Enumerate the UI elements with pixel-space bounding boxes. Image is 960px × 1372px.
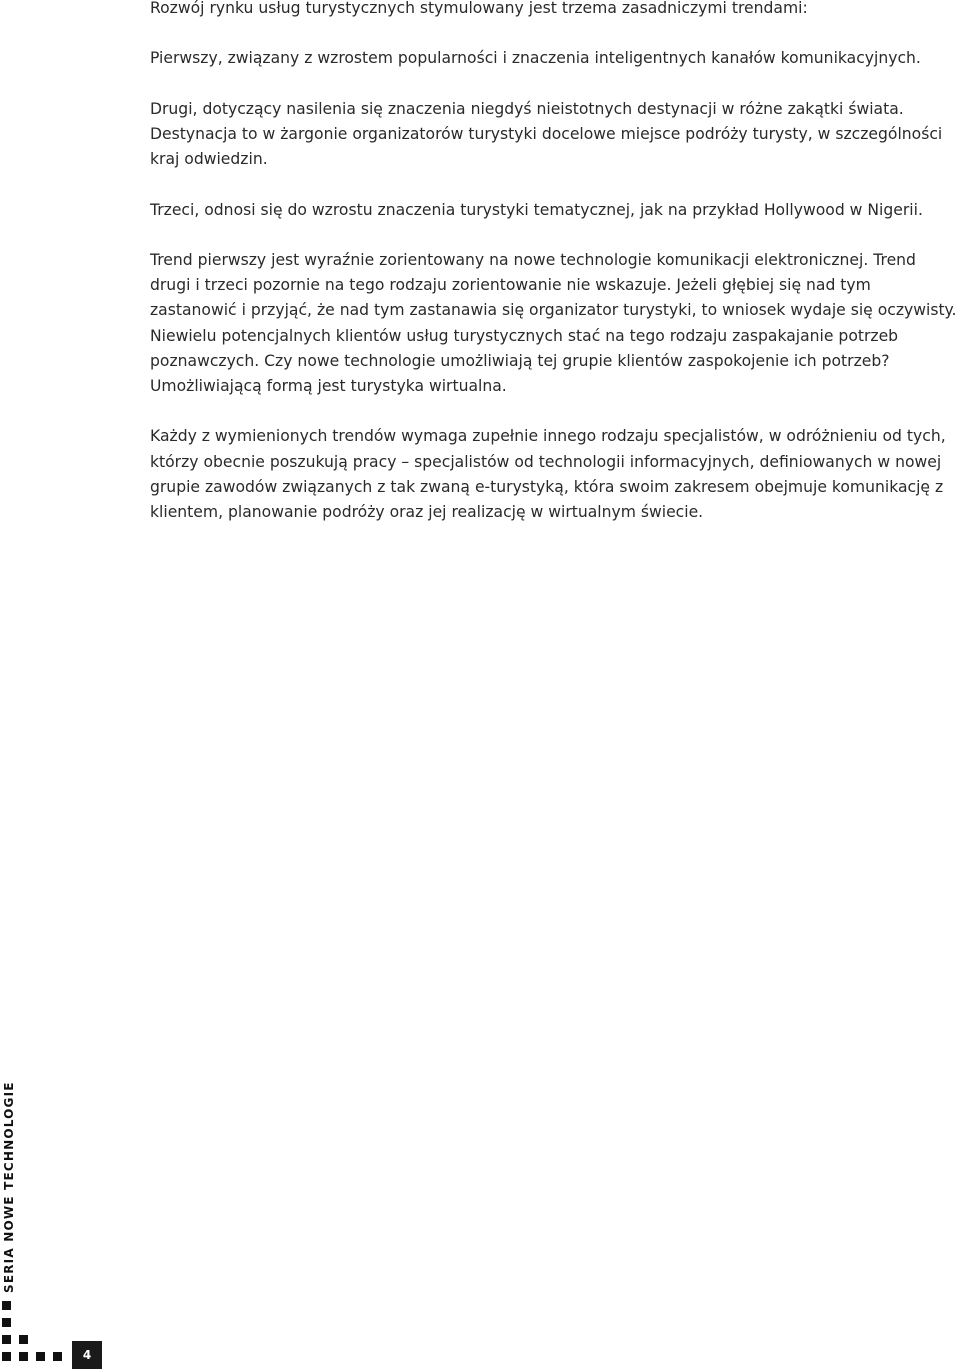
paragraph-specialists: Każdy z wymienionych trendów wymaga zupełnie innego rodzaju specjalistów, w odróżnieniu od tych, którzy obecnie poszukują pracy – specjalistów od technologii informacyjnych, definiowanych w nowej grupie zawodów związanych z tak zwaną e-turystyką, która swoim zakresem obejmuje komunikację z klientem, planowanie podróży oraz jej realizację w wirtualnym świecie. bbox=[150, 427, 946, 521]
paragraph-trend-first: Pierwszy, związany z wzrostem popularności i znaczenia inteligentnych kanałów komunikacyjnych. bbox=[150, 49, 921, 68]
page-number: 4 bbox=[72, 1341, 102, 1369]
decor-square bbox=[53, 1352, 62, 1361]
series-side-label: SERIA NOWE TECHNOLOGIE bbox=[2, 1081, 16, 1293]
decor-square bbox=[19, 1335, 28, 1344]
paragraph-intro: Rozwój rynku usług turystycznych stymulowany jest trzema zasadniczymi trendami: bbox=[150, 0, 808, 17]
decor-square bbox=[19, 1352, 28, 1361]
decor-square bbox=[2, 1301, 11, 1310]
paragraph-analysis: Trend pierwszy jest wyraźnie zorientowany na nowe technologie komunikacji elektronicznej. Trend drugi i trzeci pozornie na tego rodzaju zorientowanie nie wskazuje. Jeżeli głębiej się nad tym zastanowić i przyjąć, że nad tym zastanawia się organizator turystyki, to wniosek wydaje się oczywisty. Niewielu potencjalnych klientów usług turystycznych stać na tego rodzaju zaspakajanie potrzeb poznawczych. Czy nowe technologie umożliwiają tej grupie klientów zaspokojenie ich potrzeb? Umożliwiającą formą jest turystyka wirtualna. bbox=[150, 250, 957, 395]
paragraph-trend-second: Drugi, dotyczący nasilenia się znaczenia niegdyś nieistotnych destynacji w różne zakątki świata. Destynacja to w żargonie organizatorów turystyki docelowe miejsce podróży turysty, w szczególności kraj odwiedzin. bbox=[150, 99, 943, 169]
decor-square bbox=[2, 1335, 11, 1344]
paragraph-trend-third: Trzeci, odnosi się do wzrostu znaczenia turystyki tematycznej, jak na przykład Hollywood w Nigerii. bbox=[150, 200, 923, 219]
document-body bbox=[150, 0, 958, 550]
decor-square bbox=[2, 1352, 11, 1361]
decor-square bbox=[36, 1352, 45, 1361]
decor-square bbox=[2, 1318, 11, 1327]
